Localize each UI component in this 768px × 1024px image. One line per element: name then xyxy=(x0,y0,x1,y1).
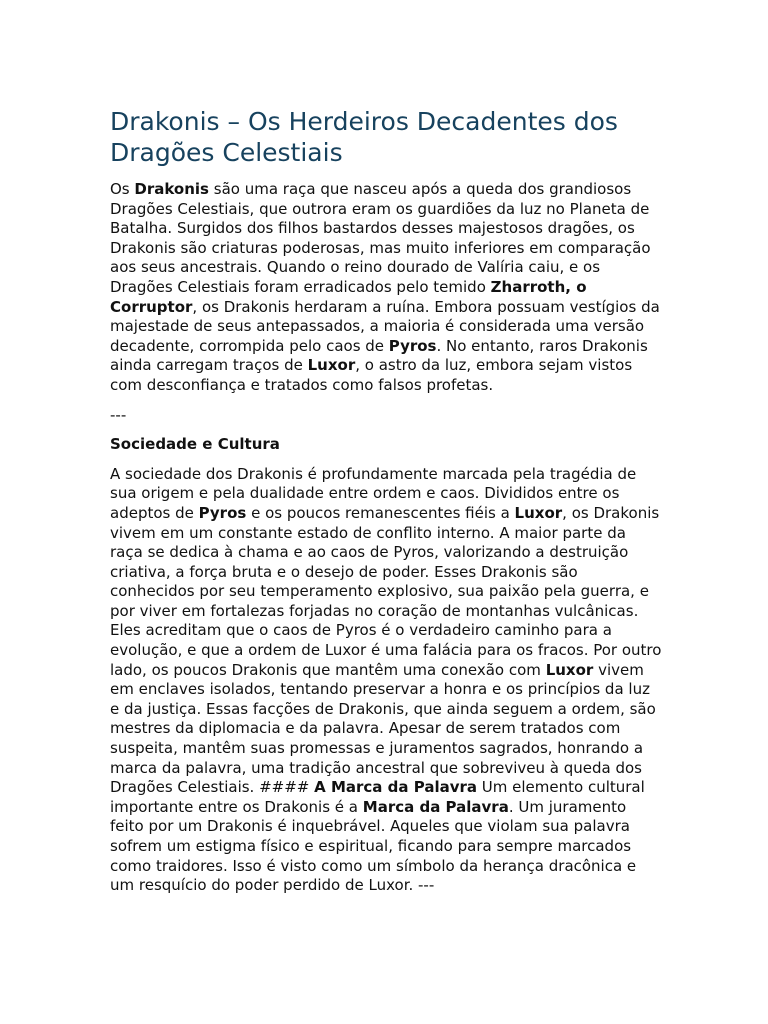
subheading-marca-da-palavra: A Marca da Palavra xyxy=(314,778,478,797)
body-text: A sociedade dos Drakonis é profundamente marcada pela tragédia de sua origem e pela dualidade entre ordem e caos. Divididos entre os adeptos de xyxy=(110,464,637,522)
body-paragraph xyxy=(110,465,662,896)
body-text: , os Drakonis vivem em um constante estado de conflito interno. A maior parte da raça se dedica à chama e ao caos de Pyros, valorizando a destruição criativa, a força bruta e o desejo de poder. Esses Drakonis são conhecidos por seu temperamento explosivo, sua paixão pela guerra, e por viver em fortalezas forjadas no coração de montanhas vulcânicas. Eles acreditam que o caos de Pyros é o verdadeiro caminho para a evolução, e que a ordem de Luxor é uma falácia para os fracos. Por outro lado, os poucos Drakonis que mantêm uma conexão com xyxy=(110,503,662,679)
section-separator: --- xyxy=(110,405,127,424)
term-marca-da-palavra: Marca da Palavra xyxy=(362,797,509,816)
body-text: Um elemento cultural importante entre os Drakonis é a xyxy=(110,778,645,816)
term-luxor: Luxor xyxy=(545,660,594,679)
document-title: Drakonis – Os Herdeiros Decadentes dos Dragões Celestiais xyxy=(110,107,618,167)
term-luxor: Luxor xyxy=(307,356,356,375)
intro-paragraph xyxy=(110,180,662,396)
term-pyros: Pyros xyxy=(198,503,247,522)
intro-text: . No entanto, raros Drakonis ainda carregam traços de xyxy=(110,336,648,375)
term-luxor: Luxor xyxy=(514,503,563,522)
term-pyros: Pyros xyxy=(388,336,437,355)
intro-text: são uma raça que nasceu após a queda dos grandiosos Dragões Celestiais, que outrora eram os guardiões da luz no Planeta de Batalha. Surgidos dos filhos bastardos desses majestosos dragões, os Drakonis são criaturas poderosas, mas muito inferiores em comparação aos seus ancestrais. Quando o reino dourado de Valíria caiu, e os Dragões Celestiais foram erradicados pelo temido xyxy=(110,180,651,296)
body-text: vivem em enclaves isolados, tentando preservar a honra e os princípios da luz e da justiça. Essas facções de Drakonis, que ainda seguem a ordem, são mestres da diplomacia e da palavra. Apesar de serem tratados com suspeita, mantêm suas promessas e juramentos sagrados, honrando a marca da palavra, uma tradição ancestral que sobreviveu à queda dos Dragões Celestiais. #### xyxy=(110,660,656,797)
section-heading: Sociedade e Cultura xyxy=(110,435,280,454)
term-drakonis: Drakonis xyxy=(134,180,209,198)
body-text: . Um juramento feito por um Drakonis é inquebrável. Aqueles que violam sua palavra sofrem um estigma físico e espiritual, ficando para sempre marcados como traidores. Isso é visto como um símbolo da herança dracônica e um resquício do poder perdido de Luxor. --- xyxy=(110,797,637,895)
intro-text: Os xyxy=(110,180,135,198)
term-zharroth: Zharroth, o Corruptor xyxy=(110,277,587,316)
intro-text: , o astro da luz, embora sejam vistos com desconfiança e tratados como falsos profetas. xyxy=(110,356,633,394)
document-page xyxy=(110,106,662,906)
intro-text: , os Drakonis herdaram a ruína. Embora possuam vestígios da majestade de seus antepassados, a maioria é considerada uma versão decadente, corrompida pelo caos de xyxy=(110,297,660,355)
body-text: e os poucos remanescentes fiéis a xyxy=(246,503,515,522)
